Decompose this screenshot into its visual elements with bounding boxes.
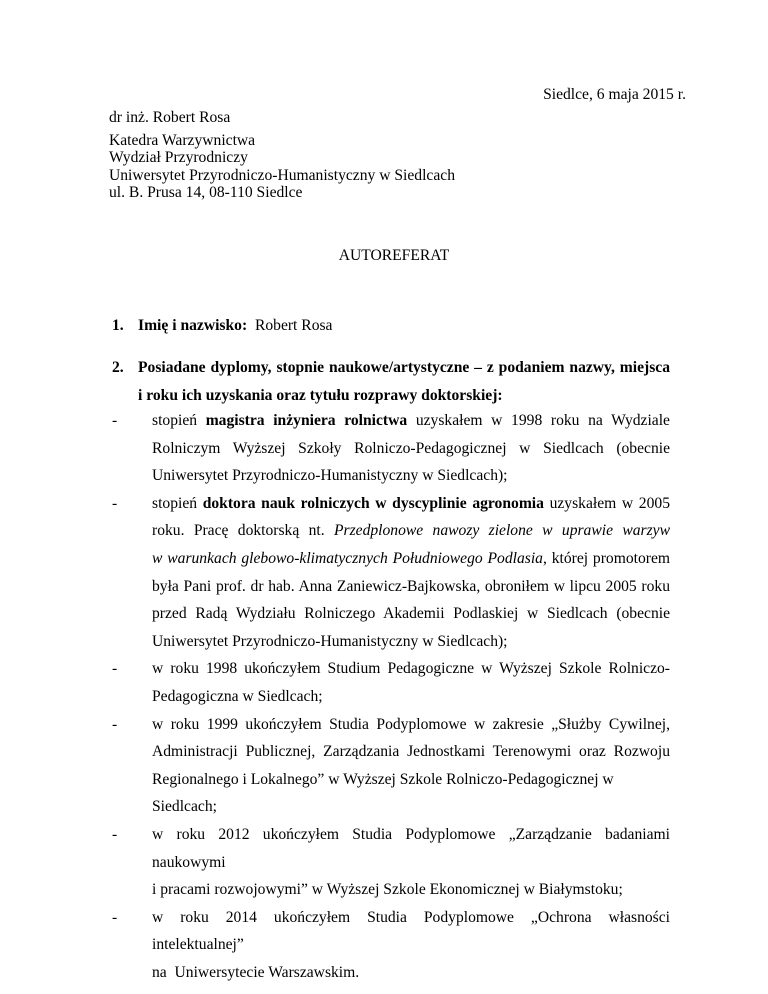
- section-value: Robert Rosa: [254, 317, 333, 334]
- list-item: [112, 407, 670, 490]
- author-name: dr inż. Robert Rosa: [109, 109, 231, 126]
- line: Administracji Publicznej, Zarządzania Jednostkami Terenowymi oraz Rozwoju: [152, 743, 670, 761]
- list-item: [112, 711, 670, 821]
- text: stopień: [152, 412, 206, 429]
- heading-text: Posiadane dyplomy, stopnie naukowe/artystyczne – z podaniem nazwy, miejsca: [138, 359, 670, 376]
- line: Rolniczym Wyższej Szkoły Rolniczo-Pedagogicznej w Siedlcach (obecnie: [152, 439, 670, 457]
- section-2-heading: [112, 354, 670, 410]
- heading-line: i roku ich uzyskania oraz tytułu rozprawy doktorskiej:: [138, 387, 503, 404]
- list-item: [112, 904, 670, 987]
- affiliation-block: [109, 132, 455, 201]
- heading-line: [112, 354, 670, 382]
- line: na Uniwersytecie Warszawskim.: [152, 963, 360, 981]
- italic-text: Przedplonowe nawozy zielone w uprawie warzyw: [333, 522, 671, 540]
- section-number: 1.: [112, 317, 124, 334]
- dash-bullet: -: [112, 825, 118, 843]
- dash-bullet: -: [112, 660, 118, 678]
- line: przed Radą Wydziału Rolniczego Akademii Podlaskiej w Siedlcach (obecnie: [152, 605, 670, 623]
- text: roku. Pracę doktorską nt.: [152, 522, 334, 540]
- line: [152, 407, 670, 435]
- affiliation-line: Wydział Przyrodniczy: [109, 149, 248, 167]
- line: była Pani prof. dr hab. Anna Zaniewicz-Bajkowska, obroniłem w lipcu 2005 roku: [152, 577, 670, 595]
- text: stopień: [152, 494, 203, 512]
- affiliation-line: Uniwersytet Przyrodniczo-Humanistyczny w Siedlcach: [109, 166, 455, 184]
- diploma-list: [112, 407, 670, 986]
- section-label: Imię i nazwisko:: [138, 317, 248, 334]
- bold-text: magistra inżyniera rolnictwa: [205, 412, 408, 429]
- section-number: 2.: [112, 359, 124, 376]
- bold-text: doktora nauk rolniczych w dyscyplinie agronomia: [202, 494, 544, 512]
- line: w roku 1999 ukończyłem Studia Podyplomowe w zakresie „Służby Cywilnej,: [152, 715, 670, 733]
- line: w roku 2012 ukończyłem Studia Podyplomowe „Zarządzanie badaniami naukowymi: [152, 825, 670, 871]
- text: uzyskałem w 2005: [543, 494, 670, 512]
- affiliation-line: Katedra Warzywnictwa: [109, 132, 256, 149]
- list-item: [112, 821, 670, 904]
- line: i pracami rozwojowymi” w Wyższej Szkole Ekonomicznej w Białymstoku;: [152, 881, 623, 899]
- affiliation-line: ul. B. Prusa 14, 08-110 Siedlce: [109, 183, 303, 201]
- line: Uniwersytet Przyrodniczo-Humanistyczny w Siedlcach);: [152, 467, 508, 485]
- section-1: [112, 316, 332, 336]
- line: Uniwersytet Przyrodniczo-Humanistyczny w Siedlcach);: [152, 632, 508, 650]
- line: Regionalnego i Lokalnego” w Wyższej Szkole Rolniczo-Pedagogicznej w Siedlcach;: [152, 770, 614, 816]
- dash-bullet: -: [112, 715, 118, 733]
- line: [152, 517, 670, 545]
- list-item: [112, 655, 670, 710]
- dash-bullet: -: [112, 412, 118, 429]
- line: w roku 2014 ukończyłem Studia Podyplomowe „Ochrona własności intelektualnej”: [152, 908, 670, 954]
- line: w roku 1998 ukończyłem Studium Pedagogiczne w Wyższej Szkole Rolniczo-: [152, 660, 670, 678]
- italic-text: w warunkach glebowo-klimatycznych Południowego Podlasia: [152, 549, 543, 567]
- date-line: Siedlce, 6 maja 2015 r.: [543, 86, 686, 103]
- dash-bullet: -: [112, 494, 118, 512]
- text: , której promotorem: [542, 549, 671, 567]
- text: uzyskałem w 1998 roku na Wydziale: [407, 412, 670, 429]
- line: [152, 545, 670, 573]
- dash-bullet: -: [112, 908, 118, 926]
- document-title: AUTOREFERAT: [338, 247, 450, 264]
- list-item: [112, 490, 670, 656]
- line: [152, 490, 670, 518]
- line: Pedagogiczna w Siedlcach;: [152, 687, 323, 705]
